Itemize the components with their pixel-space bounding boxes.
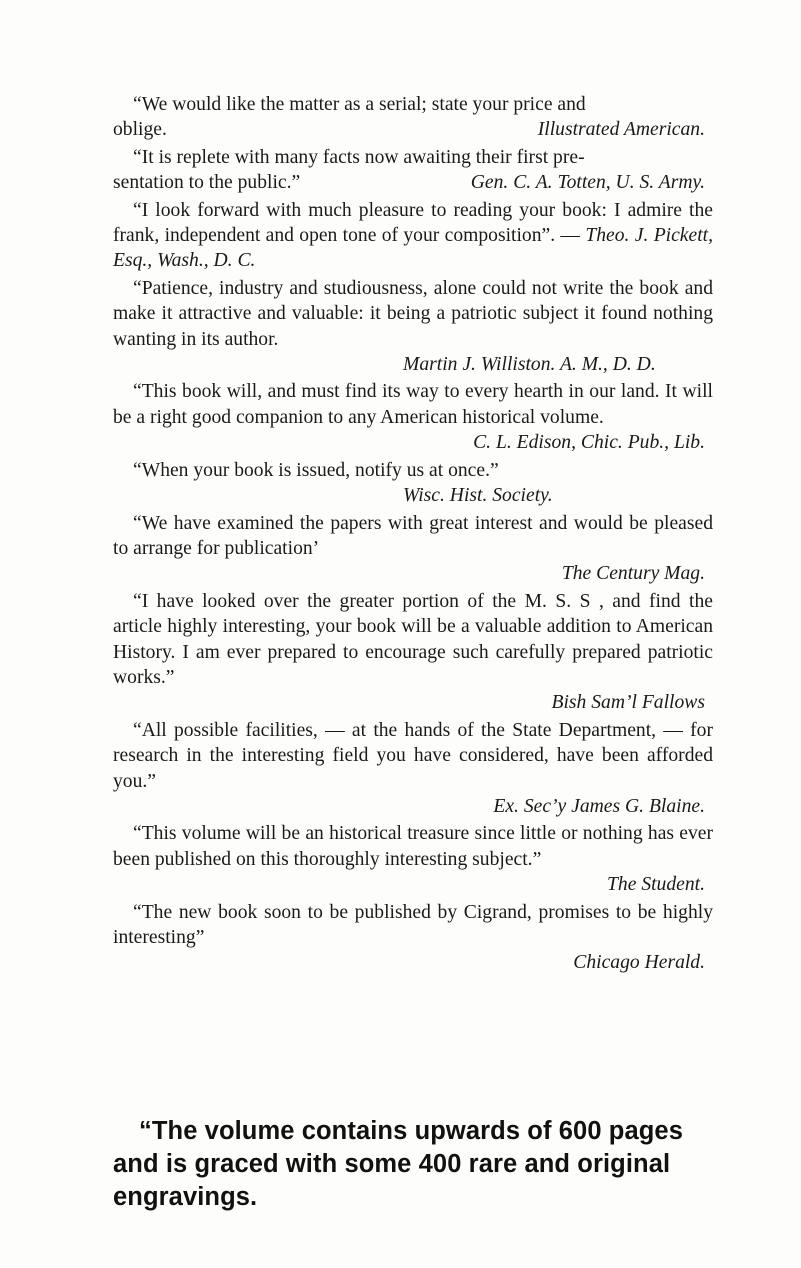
- testimonial-edison: [113, 379, 713, 455]
- testimonial-attribution-line: [113, 117, 713, 142]
- testimonial-text: “It is replete with many facts now awaiting their first pre-: [133, 146, 585, 168]
- testimonial-source: The Student.: [607, 874, 705, 896]
- testimonial-blaine: [113, 718, 713, 820]
- testimonial-source: The Century Mag.: [561, 563, 705, 585]
- testimonial-text: “We would like the matter as a serial; state your price and: [133, 94, 586, 115]
- testimonial-fallows: [113, 589, 713, 716]
- testimonial-pickett: [113, 198, 713, 274]
- testimonial-source: Gen. C. A. Totten, U. S. Army.: [470, 172, 705, 194]
- testimonial-source: Theo. J. Pickett, Esq., Wash., D. C.: [113, 225, 713, 272]
- testimonial-williston: [113, 276, 713, 378]
- testimonial-source: C. L. Edison, Chic. Pub., Lib.: [473, 432, 705, 454]
- closing-statement: “The volume contains upwards of 600 pages and is graced with some 400 rare and original engravings.: [113, 1117, 683, 1211]
- testimonial-text: “All possible facilities, — at the hands of the State Department, — for research in the interesting field you have considered, have been afforded you.”: [113, 719, 713, 792]
- testimonial-chicago-herald: [113, 900, 713, 976]
- testimonial-text: “When your book is issued, notify us at once.”: [133, 459, 499, 481]
- testimonial-source: Wisc. Hist. Society.: [403, 485, 553, 507]
- testimonial-wisc-hist: [113, 458, 713, 509]
- testimonial-text: “This volume will be an historical treasure since little or nothing has ever been published on this thoroughly interesting subject.”: [113, 823, 713, 870]
- testimonial-century: [113, 511, 713, 587]
- testimonial-text-tail: sentation to the public.”: [113, 172, 301, 194]
- testimonial-source: Illustrated American.: [537, 119, 705, 141]
- testimonial-text: “Patience, industry and studiousness, alone could not write the book and make it attractive and valuable: it being a patriotic subject it found nothing wanting in its author.: [113, 277, 713, 350]
- testimonial-text: “I have looked over the greater portion of the M. S. S , and find the article highly interesting, your book will be a valuable addition to American History. I am ever prepared to encourage such carefully prepared patriotic works.”: [113, 590, 713, 688]
- testimonial-text: “I look forward with much pleasure to reading your book: I admire the frank, independent and open tone of your composition”. —: [113, 199, 713, 247]
- testimonial-text: “This book will, and must find its way to every hearth in our land. It will be a right good companion to any American historical volume.: [113, 381, 713, 428]
- testimonial-source: Chicago Herald.: [573, 952, 705, 974]
- testimonial-student: [113, 821, 713, 897]
- testimonial-illustrated-american: [113, 92, 713, 143]
- testimonial-text-tail: oblige.: [113, 119, 167, 141]
- testimonial-source: Bish Sam’l Fallows: [551, 692, 705, 714]
- testimonial-source: Martin J. Williston. A. M., D. D.: [403, 354, 656, 376]
- testimonial-text: “We have examined the papers with great interest and would be pleased to arrange for publication’: [113, 512, 713, 559]
- testimonial-source: Ex. Sec’y James G. Blaine.: [493, 795, 705, 817]
- testimonials-column: [113, 92, 713, 978]
- testimonial-text: “The new book soon to be published by Cigrand, promises to be highly interesting”: [113, 901, 713, 948]
- testimonial-totten: [113, 145, 713, 196]
- testimonial-attribution-line: [113, 170, 713, 195]
